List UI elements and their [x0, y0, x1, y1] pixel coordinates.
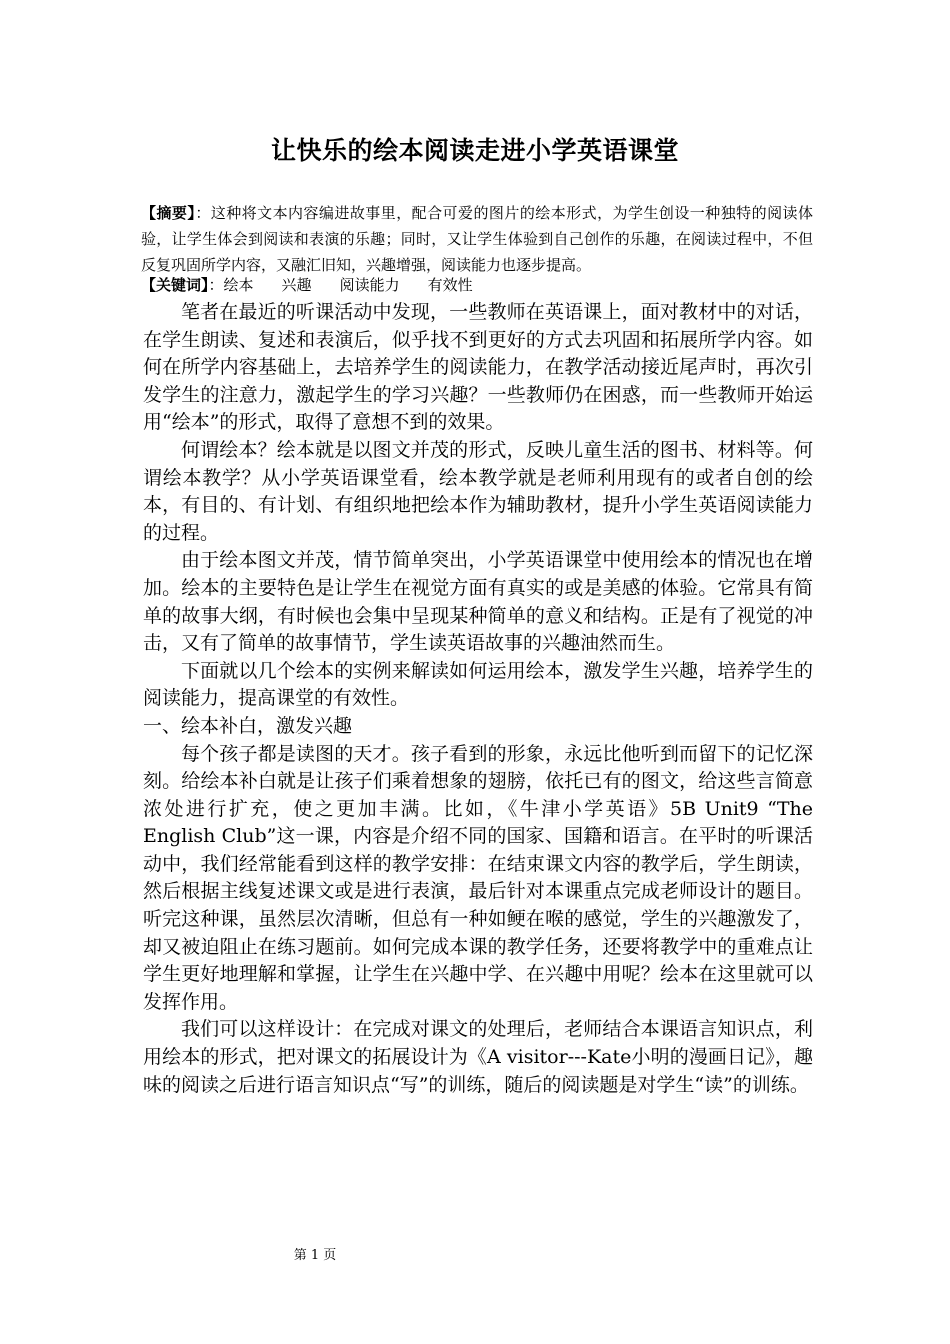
keyword: 兴趣: [281, 276, 312, 294]
abstract-label: 【摘要】: [141, 204, 196, 222]
body-paragraph: 我们可以这样设计：在完成对课文的处理后，老师结合本课语言知识点，利用绘本的形式，把对课文的拓展设计为《A visitor---Kate小明的漫画日记》，趣味的阅读之后进行语言知识点“写”的训练，随后的阅读题是对学生“读”的训练。: [143, 1018, 813, 1096]
body-paragraph: 笔者在最近的听课活动中发现，一些教师在英语课上，面对教材中的对话，在学生朗读、复述和表演后，似乎找不到更好的方式去巩固和拓展所学内容。如何在所学内容基础上，去培养学生的阅读能力，在教学活动接近尾声时，再次引发学生的注意力，激起学生的学习兴趣？一些教师仍在困惑，而一些教师开始运用“绘本”的形式，取得了意想不到的效果。: [143, 301, 813, 434]
abstract-text: ：这种将文本内容编进故事里，配合可爱的图片的绘本形式，为学生创设一种独特的阅读体验，让学生体会到阅读和表演的乐趣；同时，又让学生体验到自己创作的乐趣，在阅读过程中，不但反复巩固所学内容，又融汇旧知，兴趣增强，阅读能力也逐步提高。: [141, 204, 813, 274]
abstract: [141, 200, 813, 278]
keywords: [141, 272, 813, 298]
keywords-label: 【关键词】: [141, 276, 209, 294]
section-heading: 一、绘本补白，激发兴趣: [143, 714, 353, 737]
keyword: 有效性: [427, 276, 473, 294]
body-paragraph: 每个孩子都是读图的天才。孩子看到的形象，永远比他听到而留下的记忆深刻。给绘本补白就是让孩子们乘着想象的翅膀，依托已有的图文，给这些言简意浓处进行扩充，使之更加丰满。比如，《牛津小学英语》5B Unit9 “The English Club”这一课，内容是介绍不同的国家、国籍和语言。在平时的听课活动中，我们经常能看到这样的教学安排：在结束课文内容的教学后，学生朗读，然后根据主线复述课文或是进行表演，最后针对本课重点完成老师设计的题目。听完这种课，虽然层次清晰，但总有一种如鲠在喉的感觉，学生的兴趣激发了，却又被迫阻止在练习题前。如何完成本课的教学任务，还要将教学中的重难点让学生更好地理解和掌握，让学生在兴趣中学、在兴趣中用呢？绘本在这里就可以发挥作用。: [143, 742, 813, 1013]
document-title: 让快乐的绘本阅读走进小学英语课堂: [270, 136, 679, 165]
body-paragraph: 下面就以几个绘本的实例来解读如何运用绘本，激发学生兴趣，培养学生的阅读能力，提高课堂的有效性。: [143, 659, 813, 710]
keyword: 绘本: [223, 276, 254, 294]
keywords-separator: ：: [208, 276, 224, 294]
body-paragraph: 由于绘本图文并茂，情节简单突出，小学英语课堂中使用绘本的情况也在增加。绘本的主要特色是让学生在视觉方面有真实的或是美感的体验。它常具有简单的故事大纲，有时候也会集中呈现某种简单的意义和结构。正是有了视觉的冲击，又有了简单的故事情节，学生读英语故事的兴趣油然而生。: [143, 549, 813, 655]
keyword: 阅读能力: [339, 276, 400, 294]
body-paragraph: 何谓绘本？绘本就是以图文并茂的形式，反映儿童生活的图书、材料等。何谓绘本教学？从小学英语课堂看，绘本教学就是老师利用现有的或者自创的绘本，有目的、有计划、有组织地把绘本作为辅助教材，提升小学生英语阅读能力的过程。: [143, 438, 813, 544]
page-number: 第 1 页: [293, 1248, 337, 1263]
body-text: [143, 299, 813, 1099]
